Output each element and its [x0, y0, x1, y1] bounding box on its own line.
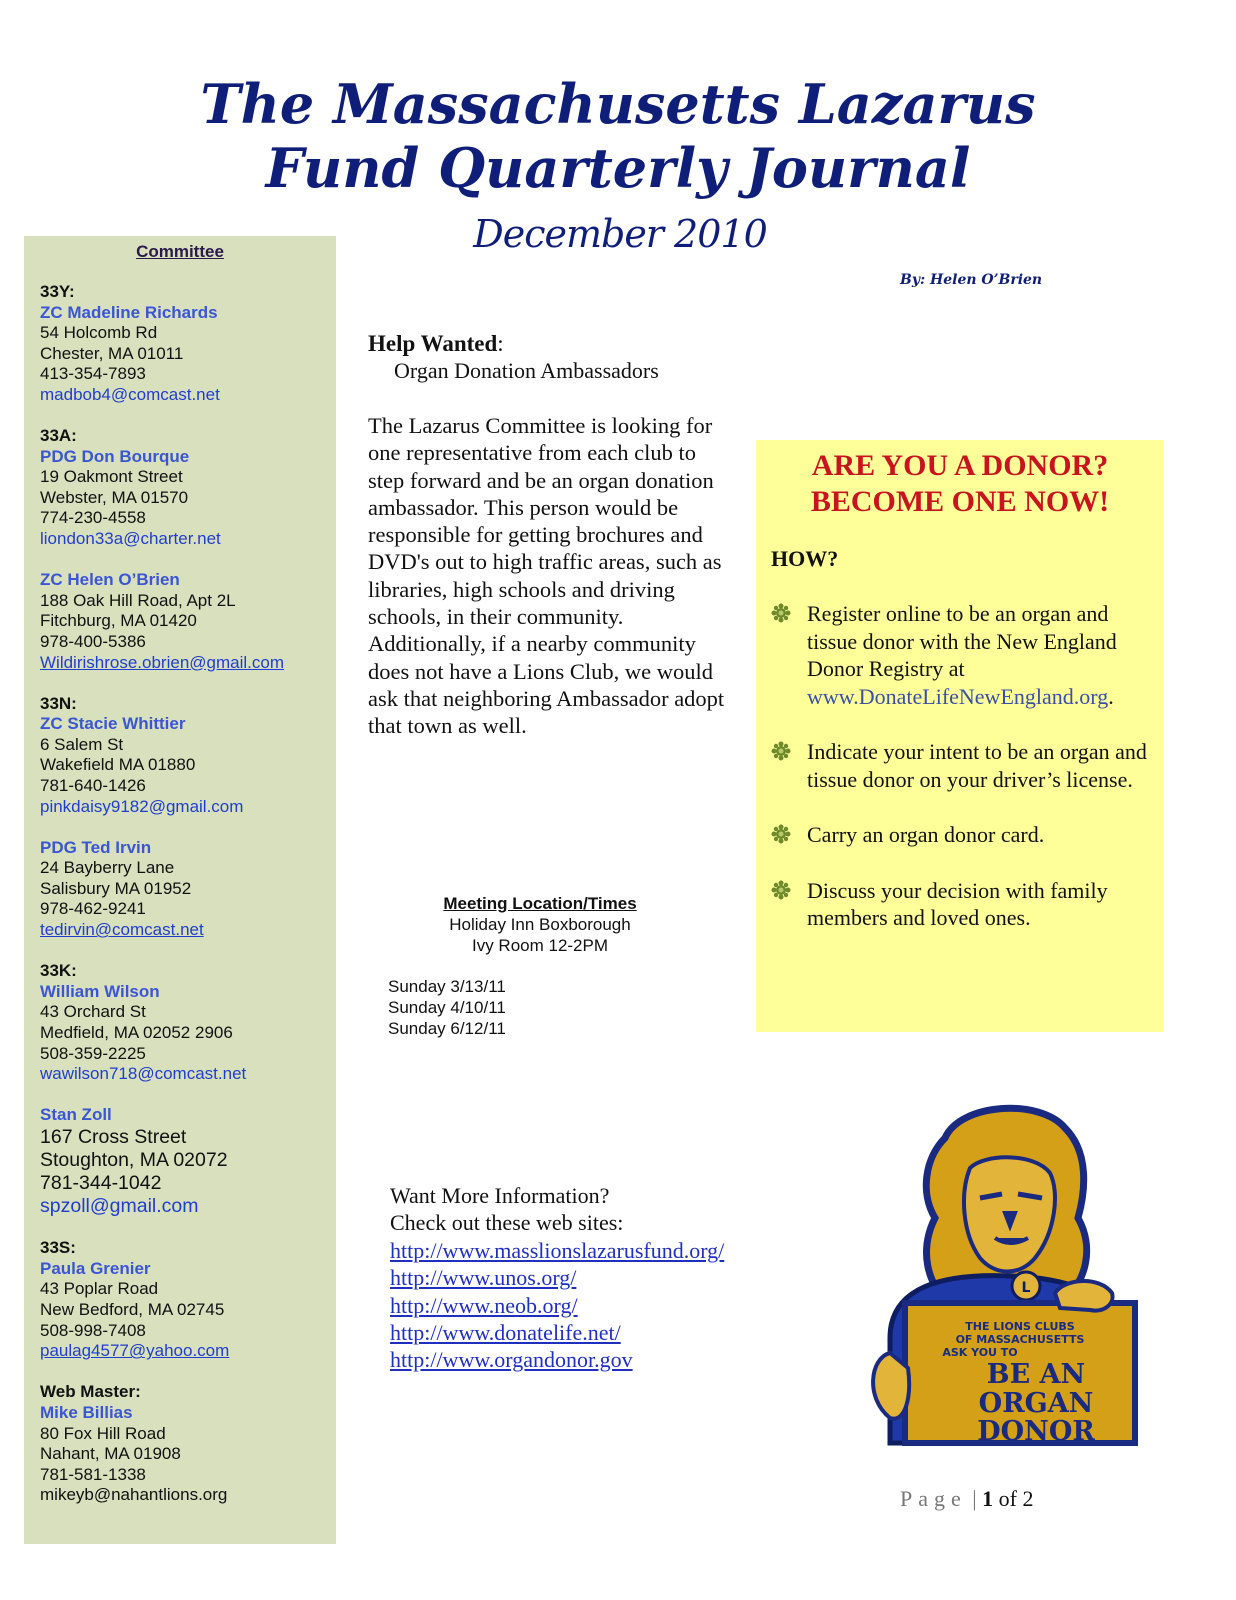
member-name: Paula Grenier: [40, 1258, 151, 1278]
donor-step: [771, 738, 1161, 793]
committee-entry: [40, 1238, 330, 1362]
flower-bullet-icon: [771, 741, 791, 761]
page-word: Page: [900, 1486, 967, 1511]
member-name: ZC Helen O’Brien: [40, 570, 180, 590]
how-heading: HOW?: [771, 546, 839, 571]
meeting-room: Ivy Room 12-2PM: [471, 936, 609, 955]
member-city: Stoughton, MA 02072: [40, 1148, 228, 1171]
member-address: 188 Oak Hill Road, Apt 2L: [40, 590, 236, 610]
committee-heading: Committee: [136, 242, 224, 261]
lion-right-paw-shape: [1055, 1281, 1113, 1311]
member-email-link[interactable]: pinkdaisy9182@gmail.com: [40, 796, 244, 816]
member-city: Medfield, MA 02052 2906: [40, 1022, 233, 1042]
district-label: 33K:: [40, 961, 77, 981]
donor-step: [771, 877, 1161, 932]
sign-line-1: THE LIONS CLUBS: [965, 1320, 1075, 1333]
district-label: 33Y:: [40, 282, 75, 301]
member-address: 54 Holcomb Rd: [40, 323, 158, 343]
member-name: PDG Ted Irvin: [40, 837, 152, 857]
help-wanted-article: [368, 330, 728, 740]
member-email-link[interactable]: madbob4@comcast.net: [40, 384, 220, 404]
help-wanted-subtitle: Organ Donation Ambassadors: [394, 358, 659, 383]
committee-entry: [40, 426, 330, 550]
member-phone: 781-581-1338: [40, 1464, 146, 1484]
member-phone: 508-359-2225: [40, 1043, 146, 1063]
member-city: Salisbury MA 01952: [40, 878, 192, 898]
meeting-heading: Meeting Location/Times: [443, 894, 637, 913]
page-separator: |: [966, 1486, 983, 1511]
member-address: 6 Salem St: [40, 734, 124, 754]
member-email-link[interactable]: Wildirishrose.obrien@gmail.com: [40, 652, 284, 672]
member-city: New Bedford, MA 02745: [40, 1300, 225, 1320]
member-name: ZC Madeline Richards: [40, 302, 218, 322]
flower-bullet-icon: [771, 603, 791, 623]
member-name: William Wilson: [40, 981, 160, 1001]
sign-line-3: ASK YOU TO: [942, 1346, 1018, 1359]
member-email-link[interactable]: spzoll@gmail.com: [40, 1194, 199, 1217]
help-wanted-label: Help Wanted: [368, 331, 498, 356]
donor-heading-line-1: ARE YOU A DONOR?: [811, 449, 1109, 482]
member-name: Mike Billias: [40, 1402, 133, 1422]
more-info-question: Want More Information?: [390, 1183, 610, 1208]
title-line-2: Fund Quarterly Journal: [265, 136, 971, 200]
meeting-date: Sunday 4/10/11: [388, 998, 506, 1017]
member-address: 43 Poplar Road: [40, 1279, 159, 1299]
flower-bullet-icon: [771, 880, 791, 900]
member-address: 167 Cross Street: [40, 1125, 187, 1148]
donor-step-text: Discuss your decision with family members and loved ones.: [807, 877, 1108, 930]
title-line-1: The Massachusetts Lazarus: [200, 72, 1036, 136]
district-label: 33S:: [40, 1238, 76, 1258]
donor-step-period: .: [1108, 683, 1114, 709]
donor-step: [771, 821, 1161, 849]
sign-organ: ORGAN: [978, 1388, 1094, 1419]
member-email-link[interactable]: tedirvin@comcast.net: [40, 920, 204, 940]
member-address: 80 Fox Hill Road: [40, 1423, 166, 1443]
website-link[interactable]: http://www.neob.org/: [390, 1292, 578, 1318]
journal-title: [0, 72, 1236, 200]
website-link[interactable]: http://www.unos.org/: [390, 1265, 577, 1291]
member-city: Chester, MA 01011: [40, 343, 184, 363]
committee-list: [40, 282, 330, 1526]
committee-entry: [40, 694, 330, 818]
help-wanted-heading: [368, 330, 728, 357]
member-phone: 978-400-5386: [40, 631, 146, 651]
donor-steps-list: [771, 600, 1161, 960]
byline: By: Helen O’Brien: [900, 272, 1043, 288]
member-phone: 508-998-7408: [40, 1320, 146, 1340]
donor-step-text: Carry an organ donor card.: [807, 822, 1045, 847]
district-label: 33N:: [40, 693, 77, 713]
lion-organ-donor-graphic: [850, 1098, 1150, 1466]
donor-heading: [756, 448, 1164, 520]
website-link[interactable]: http://www.masslionslazarusfund.org/: [390, 1237, 725, 1263]
member-phone: 774-230-4558: [40, 508, 146, 528]
committee-entry: [40, 838, 330, 941]
member-email-link[interactable]: wawilson718@comcast.net: [40, 1064, 247, 1084]
member-name: Stan Zoll: [40, 1105, 112, 1125]
member-email-link[interactable]: paulag4577@yahoo.com: [40, 1341, 230, 1361]
donate-life-link[interactable]: www.DonateLifeNewEngland.org: [807, 683, 1109, 709]
member-city: Webster, MA 01570: [40, 487, 189, 507]
issue-date: December 2010: [473, 212, 767, 256]
meeting-dates: [370, 976, 710, 1039]
committee-sidebar: [24, 236, 336, 1544]
member-address: 24 Bayberry Lane: [40, 858, 175, 878]
district-label: Web Master:: [40, 1382, 141, 1402]
help-wanted-colon: :: [497, 331, 504, 356]
page-total: of 2: [993, 1486, 1034, 1511]
sign-be-an: BE AN: [986, 1359, 1086, 1390]
member-city: Wakefield MA 01880: [40, 755, 196, 775]
member-phone: 978-462-9241: [40, 899, 146, 919]
lions-emblem-letter: L: [1021, 1280, 1031, 1296]
website-link[interactable]: http://www.organdonor.gov: [390, 1347, 633, 1373]
page-number: [900, 1486, 1034, 1512]
flower-bullet-icon: [771, 824, 791, 844]
donor-callout-box: [756, 440, 1164, 1032]
sign-donor: DONOR: [977, 1416, 1095, 1447]
committee-entry: [40, 1105, 330, 1218]
committee-entry: [40, 961, 330, 1085]
committee-entry: [40, 570, 330, 673]
website-link[interactable]: http://www.donatelife.net/: [390, 1320, 621, 1346]
member-address: 19 Oakmont Street: [40, 467, 183, 487]
page-current: 1: [982, 1486, 994, 1511]
donor-heading-line-2: BECOME ONE NOW!: [810, 485, 1110, 518]
member-address: 43 Orchard St: [40, 1002, 146, 1022]
sign-line-2: OF MASSACHUSETTS: [955, 1333, 1085, 1346]
more-info: [390, 1182, 790, 1374]
meeting-info: [370, 893, 710, 1039]
member-phone: 781-344-1042: [40, 1171, 162, 1194]
committee-entry: [40, 1382, 330, 1506]
meeting-date: Sunday 6/12/11: [388, 1019, 506, 1038]
committee-entry: [40, 282, 330, 406]
lion-left-paw-shape: [873, 1353, 909, 1419]
more-info-intro: Check out these web sites:: [390, 1210, 624, 1236]
member-email-link[interactable]: liondon33a@charter.net: [40, 529, 221, 549]
member-name: PDG Don Bourque: [40, 446, 190, 466]
meeting-date: Sunday 3/13/11: [388, 977, 506, 996]
donor-step-text: Register online to be an organ and tissue donor with the New England Donor Registry at: [807, 601, 1117, 681]
district-label: 33A:: [40, 426, 77, 446]
member-name: ZC Stacie Whittier: [40, 714, 186, 734]
member-email: mikeyb@nahantlions.org: [40, 1485, 228, 1505]
member-phone: 781-640-1426: [40, 775, 146, 795]
member-phone: 413-354-7893: [40, 364, 146, 384]
donor-step: [771, 600, 1161, 710]
member-city: Fitchburg, MA 01420: [40, 611, 197, 631]
member-city: Nahant, MA 01908: [40, 1444, 181, 1464]
help-wanted-body: The Lazarus Committee is looking for one representative from each club to step forward and be an organ donation ambassador. This person would be responsible for getting brochures and DVD's out to high traffic areas, such as libraries, high schools and driving schools, in their community. Additionally, if a nearby community does not have a Lions Club, we would ask that neighboring Ambassador adopt that town as well.: [368, 413, 725, 739]
meeting-venue: Holiday Inn Boxborough: [449, 915, 631, 934]
donor-step-text: Indicate your intent to be an organ and tissue donor on your driver’s license.: [807, 739, 1147, 792]
